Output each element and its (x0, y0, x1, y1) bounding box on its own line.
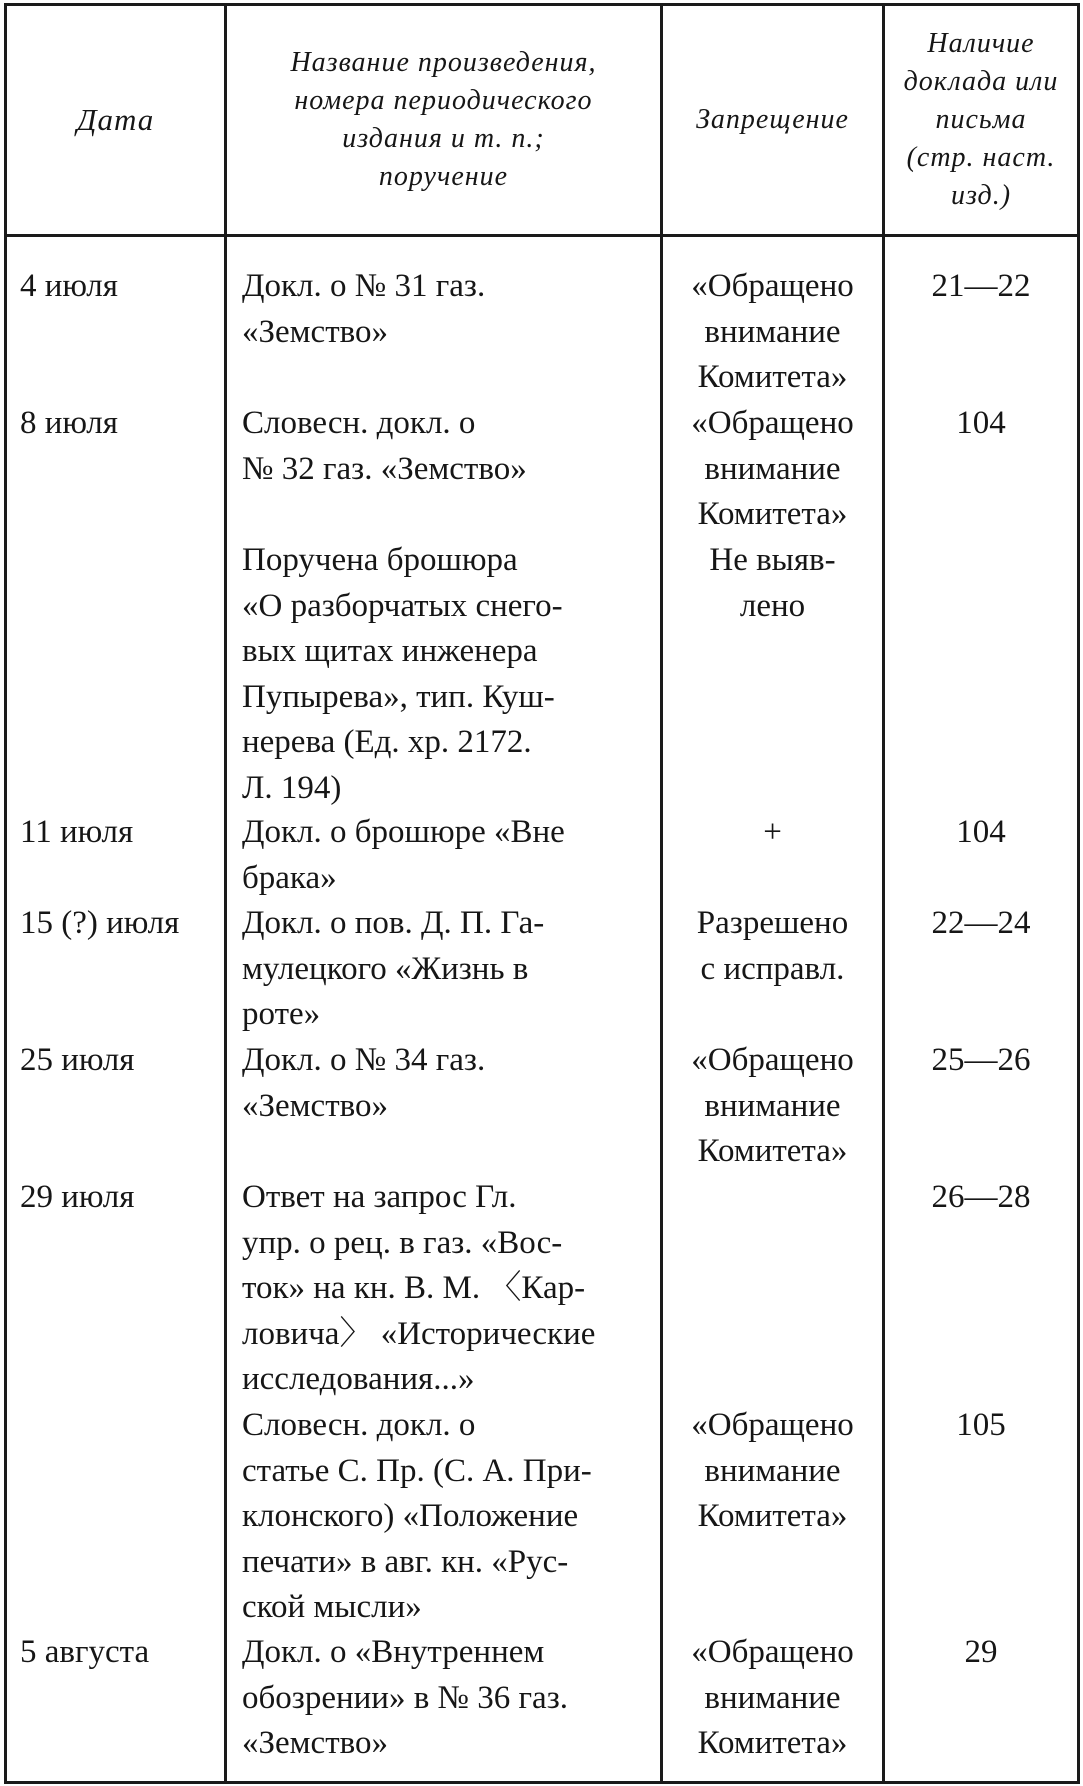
table-cell-work: Докл. о № 34 газ. «Земство» (242, 1042, 486, 1124)
column-header-date-text: Дата (76, 102, 155, 137)
table-cell-work: Докл. о № 31 газ. «Земство» (242, 268, 486, 350)
table-cell-date: 8 июля (20, 405, 118, 441)
table-cell-report: 104 (956, 405, 1006, 441)
column-header-date (7, 6, 224, 234)
table-cell-ban: «Обращено внимание Комитета» (691, 1634, 854, 1761)
table-cell-work: Докл. о «Внутреннем обозрении» в № 36 газ. «Земство» (242, 1634, 568, 1761)
column-header-ban (663, 6, 882, 234)
table-cell-work: Докл. о брошюре «Вне брака» (242, 814, 565, 896)
table-cell-ban: Не выяв- лено (709, 542, 836, 624)
table-cell-date: 11 июля (20, 814, 134, 850)
table-cell-date: 5 августа (20, 1634, 150, 1670)
column-divider (224, 3, 227, 1784)
table-cell-work: Поручена брошюра «О разборчатых снего- вых щитах инженера Пупырева», тип. Куш- нерева (Ед. хр. 2172. Л. 194) (242, 542, 563, 806)
table-cell-report: 29 (964, 1634, 998, 1670)
column-header-report (885, 6, 1077, 234)
table-cell-work: Докл. о пов. Д. П. Га- мулецкого «Жизнь в роте» (242, 905, 545, 1032)
table-cell-date: 15 (?) июля (20, 905, 180, 941)
table-cell-ban: Разрешено с исправл. (696, 905, 849, 987)
table-cell-work: Словесн. докл. о № 32 газ. «Земство» (242, 405, 527, 487)
column-header-ban-text: Запрещение (696, 104, 849, 135)
column-header-report-text: Наличие доклада или письма (стр. наст. изд.) (903, 28, 1059, 211)
column-header-work-text: Название произведения, номера периодического издания и т. п.; поручение (290, 47, 597, 192)
table-cell-ban: «Обращено внимание Комитета» (691, 1042, 854, 1169)
table-cell-date: 4 июля (20, 268, 118, 304)
table-cell-report: 26—28 (931, 1179, 1031, 1215)
table-cell-report: 105 (956, 1407, 1006, 1443)
table-cell-report: 21—22 (931, 268, 1031, 304)
table-cell-ban: + (763, 814, 782, 850)
table-cell-ban: «Обращено внимание Комитета» (691, 405, 854, 532)
table-cell-report: 25—26 (931, 1042, 1031, 1078)
table-cell-report: 104 (956, 814, 1006, 850)
table-cell-date: 29 июля (20, 1179, 135, 1215)
table-cell-ban: «Обращено внимание Комитета» (691, 1407, 854, 1534)
table-cell-work: Словесн. докл. о статье С. Пр. (С. А. При- клонского) «Положение печати» в авг. кн. «Рус- ской мысли» (242, 1407, 592, 1625)
column-header-work (227, 6, 660, 234)
header-divider (4, 234, 1080, 237)
table-cell-ban: «Обращено внимание Комитета» (691, 268, 854, 395)
table-cell-report: 22—24 (931, 905, 1031, 941)
table-cell-date: 25 июля (20, 1042, 135, 1078)
table-cell-work: Ответ на запрос Гл. упр. о рец. в газ. «Вос- ток» на кн. В. М. 〈Кар- ловича〉 «Исторические исследования...» (242, 1179, 596, 1397)
